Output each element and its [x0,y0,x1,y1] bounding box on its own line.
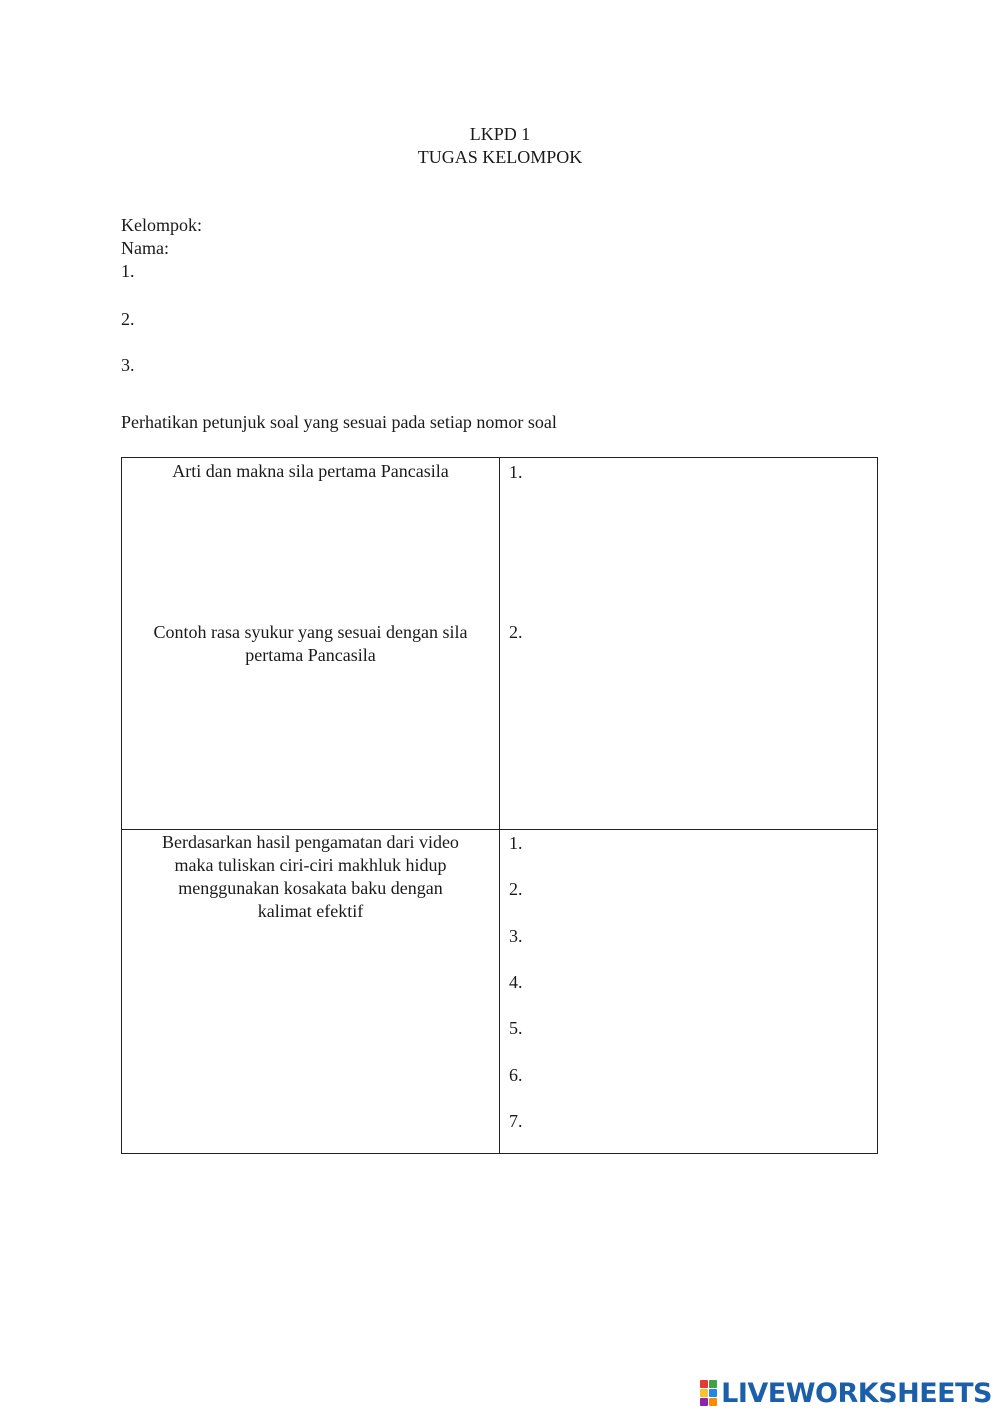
liveworksheets-logo-text: LIVEWORKSHEETS [721,1377,992,1409]
answer-2-number: 2. [509,622,523,642]
answer-row2-number-5: 5. [509,1018,523,1038]
answer-row2-number-7: 7. [509,1111,523,1131]
liveworksheets-logo-icon [700,1380,717,1406]
answer-row2-number-1: 1. [509,833,523,853]
document-title: LKPD 1 [469,124,531,144]
logo-block-icon [709,1398,717,1406]
answer-row2-number-4: 4. [509,972,523,992]
question-3-line-4: kalimat efektif [257,901,364,921]
nama-label: Nama: [121,238,169,258]
question-2-line-1: Contoh rasa syukur yang sesuai dengan sila [153,622,468,642]
logo-block-icon [700,1389,708,1397]
table-row-divider [122,829,877,830]
logo-block-icon [700,1380,708,1388]
kelompok-label: Kelompok: [121,215,202,235]
table-column-divider [499,458,500,1153]
logo-block-icon [709,1389,717,1397]
question-3-line-3: menggunakan kosakata baku dengan [178,878,443,898]
question-3-line-2: maka tuliskan ciri-ciri makhluk hidup [174,855,447,875]
member-number-1: 1. [121,261,135,281]
member-number-3: 3. [121,355,135,375]
question-3-line-1: Berdasarkan hasil pengamatan dari video [162,832,459,852]
document-subtitle: TUGAS KELOMPOK [417,147,583,167]
answer-row2-number-2: 2. [509,879,523,899]
liveworksheets-logo [700,1379,992,1407]
answer-row2-number-6: 6. [509,1065,523,1085]
question-2-line-2: pertama Pancasila [245,645,376,665]
member-number-2: 2. [121,309,135,329]
worksheet-table [121,457,878,1154]
question-1-text: Arti dan makna sila pertama Pancasila [172,461,449,481]
logo-block-icon [700,1398,708,1406]
answer-1-number: 1. [509,462,523,482]
answer-row2-number-3: 3. [509,926,523,946]
logo-block-icon [709,1380,717,1388]
instruction-text: Perhatikan petunjuk soal yang sesuai pada setiap nomor soal [121,412,557,432]
